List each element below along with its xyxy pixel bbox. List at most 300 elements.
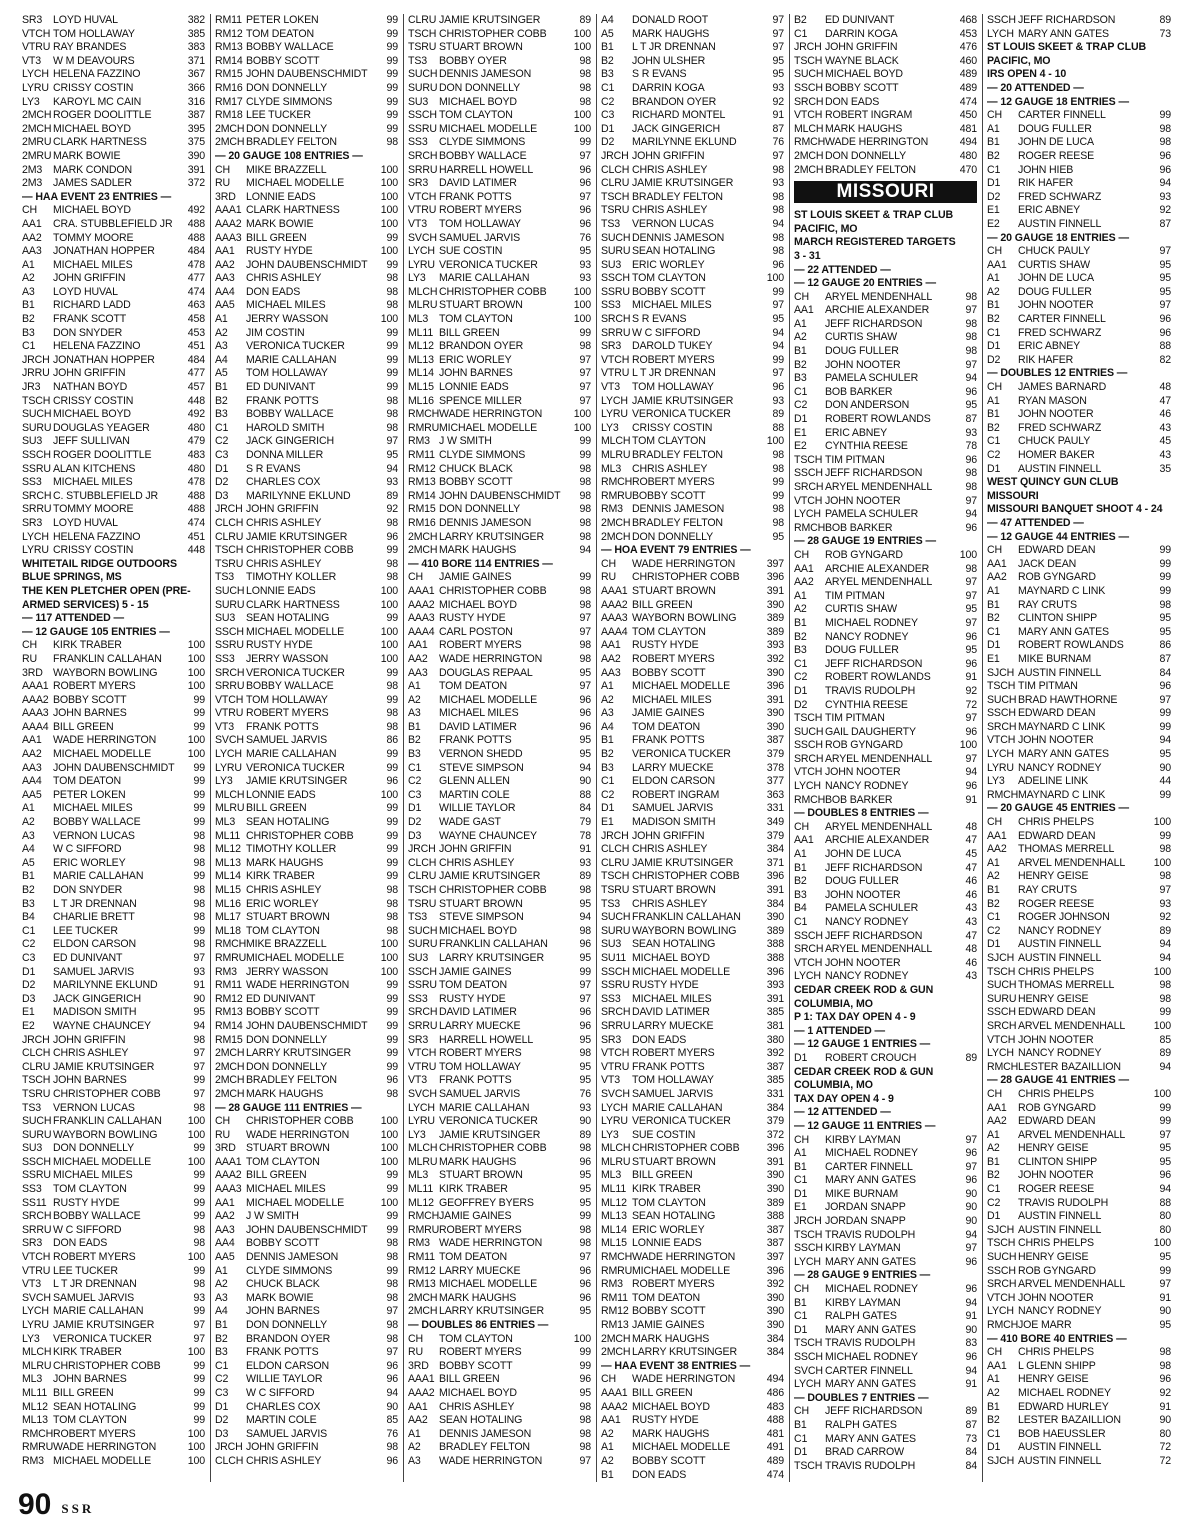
result-row — [601, 150, 784, 164]
award-class: LYRU — [215, 761, 242, 774]
shooter-name: SAMUEL JARVIS — [53, 1291, 135, 1304]
score: 391 — [766, 1155, 784, 1168]
score: 98 — [386, 571, 398, 584]
award-class: CLRU — [408, 870, 437, 883]
shooter-name: ERIC WORLEY — [246, 897, 319, 910]
result-row — [22, 517, 205, 531]
result-row — [408, 272, 591, 286]
award-class: SSCH — [601, 272, 630, 285]
score: 99 — [193, 1400, 205, 1413]
award-class: RM18 — [215, 109, 243, 122]
result-row — [601, 1428, 784, 1442]
score: 96 — [965, 1147, 977, 1160]
result-row — [408, 218, 591, 232]
score: 48 — [965, 820, 977, 833]
score: 392 — [766, 652, 784, 665]
score: 96 — [965, 657, 977, 670]
award-class: CH — [987, 816, 1003, 829]
score: 480 — [959, 149, 977, 162]
shooter-name: TOM CLAYTON — [246, 1155, 320, 1168]
score: 97 — [579, 625, 591, 638]
club-heading: TAX DAY OPEN 4 - 9 — [794, 1092, 894, 1105]
score: 99 — [193, 1183, 205, 1196]
award-class: A3 — [22, 285, 35, 298]
shooter-name: BRADLEY FELTON — [632, 190, 723, 203]
result-row — [601, 1210, 784, 1224]
award-class: A4 — [601, 720, 614, 733]
award-class: ML12 — [601, 1196, 627, 1209]
score: 100 — [380, 1142, 398, 1155]
shooter-name: JEFF RICHARDSON — [1018, 14, 1116, 26]
result-row — [215, 1278, 398, 1292]
shooter-name: TOM CLAYTON — [632, 435, 706, 448]
result-row — [601, 1224, 784, 1238]
score: 98 — [386, 924, 398, 937]
award-class: B2 — [987, 313, 1000, 326]
result-row — [987, 381, 1171, 395]
score: 89 — [579, 14, 591, 26]
result-row — [987, 1428, 1171, 1442]
result-row — [794, 1351, 977, 1365]
award-class: SURU — [601, 924, 631, 937]
score: 95 — [1159, 1251, 1171, 1264]
score: 97 — [386, 1305, 398, 1318]
award-class: A3 — [215, 340, 228, 353]
score: 98 — [965, 481, 977, 493]
award-class: CLCH — [215, 516, 244, 529]
result-row — [408, 966, 591, 980]
result-row — [987, 585, 1171, 599]
shooter-name: LONNIE EADS — [439, 381, 509, 394]
shooter-name: DENNIS JAMESON — [632, 231, 725, 244]
result-row — [408, 694, 591, 708]
award-class: AA1 — [601, 639, 621, 652]
event-heading: — 410 BORE 40 ENTRIES — — [987, 1332, 1127, 1345]
award-class: VTCH — [987, 734, 1016, 747]
score: 98 — [965, 467, 977, 480]
award-class: A1 — [408, 1427, 421, 1440]
shooter-name: WAYBORN BOWLING — [53, 1128, 158, 1141]
score: 97 — [579, 353, 591, 366]
shooter-name: WADE HERRINGTON — [439, 1237, 543, 1250]
score: 84 — [579, 802, 591, 815]
result-row — [408, 911, 591, 925]
score: 96 — [386, 1373, 398, 1386]
score: 45 — [1159, 435, 1171, 448]
shooter-name: JOHN GRIFFIN — [632, 149, 705, 162]
result-row — [215, 544, 398, 558]
score: 98 — [386, 1237, 398, 1250]
award-class: AA3 — [408, 666, 428, 679]
score: 99 — [386, 856, 398, 869]
shooter-name: HAROLD SMITH — [246, 421, 325, 434]
shooter-name: DON DONNELLY — [439, 503, 521, 516]
shooter-name: S R EVANS — [632, 313, 687, 326]
award-class: A2 — [794, 331, 807, 344]
result-row — [408, 762, 591, 776]
score: 94 — [965, 1364, 977, 1377]
result-row — [601, 639, 784, 653]
award-class: RU — [215, 1128, 231, 1141]
shooter-name: LONNIE EADS — [246, 190, 316, 203]
event-heading: — 20 GAUGE 45 ENTRIES — — [987, 802, 1129, 815]
award-class: VT3 — [22, 1278, 41, 1291]
award-class: AAA3 — [601, 612, 628, 625]
result-row — [215, 422, 398, 436]
shooter-name: JOHN GRIFFIN — [53, 1033, 126, 1046]
result-row — [987, 1265, 1171, 1279]
award-class: VTRU — [408, 204, 437, 217]
award-class: E2 — [794, 440, 807, 453]
award-class: B2 — [987, 421, 1000, 434]
score: 99 — [193, 761, 205, 774]
award-class: E1 — [794, 1201, 807, 1214]
score: 100 — [187, 748, 205, 761]
result-row — [794, 318, 977, 332]
shooter-name: ALAN KITCHENS — [53, 462, 136, 475]
score: 390 — [766, 707, 784, 720]
score: 99 — [193, 1074, 205, 1087]
result-row — [794, 753, 977, 767]
result-row — [408, 1061, 591, 1075]
award-class: D1 — [215, 1400, 229, 1413]
score: 100 — [1153, 1237, 1171, 1250]
score: 378 — [766, 761, 784, 774]
award-class: AA2 — [215, 258, 235, 271]
result-row — [794, 834, 977, 848]
shooter-name: HELENA FAZZINO — [53, 68, 141, 81]
award-class: RMCH — [987, 788, 1018, 801]
award-class: LYCH — [601, 1101, 628, 1114]
shooter-name: MICHAEL MILES — [53, 1169, 133, 1182]
result-row — [408, 1142, 591, 1156]
award-class: SSCH — [794, 929, 823, 942]
score: 99 — [386, 816, 398, 829]
result-row — [408, 177, 591, 191]
score: 90 — [1159, 1305, 1171, 1318]
award-class: C2 — [987, 449, 1001, 461]
score: 100 — [1153, 856, 1171, 869]
score: 94 — [965, 372, 977, 385]
score: 99 — [386, 381, 398, 394]
shooter-name: DOUG FULLER — [825, 345, 899, 358]
result-row — [22, 1020, 205, 1034]
award-class: VTCH — [794, 109, 823, 122]
shooter-name: AUSTIN FINNELL — [1018, 217, 1102, 230]
event-heading: — DOUBLES 12 ENTRIES — — [987, 367, 1128, 380]
result-row — [22, 272, 205, 286]
award-class: TS3 — [408, 911, 427, 924]
award-class: AA1 — [22, 217, 42, 230]
event-heading: — 28 GAUGE 9 ENTRIES — — [794, 1269, 931, 1282]
shooter-name: BOBBY SCOTT — [246, 54, 320, 67]
result-row — [22, 979, 205, 993]
event-heading: — 410 BORE 114 ENTRIES — — [408, 557, 553, 570]
score: 99 — [579, 435, 591, 448]
score: 76 — [386, 1427, 398, 1440]
award-class: 2MCH — [794, 149, 824, 162]
result-row — [408, 1455, 591, 1469]
result-row — [601, 299, 784, 313]
award-class: C1 — [794, 1432, 808, 1445]
shooter-name: PETER LOKEN — [246, 14, 319, 26]
result-row — [408, 843, 591, 857]
award-class: RMRU — [408, 1223, 439, 1236]
score: 43 — [1159, 449, 1171, 461]
result-row — [408, 517, 591, 531]
shooter-name: CRISSY COSTIN — [53, 394, 134, 407]
result-row — [794, 304, 977, 318]
shooter-name: EDWARD DEAN — [1018, 544, 1096, 557]
shooter-name: CHUCK BLACK — [439, 462, 513, 475]
award-class: SSCH — [794, 739, 823, 752]
shooter-name: JAMIE KRUTSINGER — [439, 870, 541, 883]
award-class: AAA3 — [215, 231, 242, 244]
result-row — [408, 775, 591, 789]
shooter-name: JOE MARR — [1018, 1319, 1072, 1331]
score: 87 — [965, 413, 977, 426]
award-class: LYCH — [794, 1378, 821, 1391]
award-class: B2 — [22, 313, 35, 326]
club-heading: WEST QUINCY GUN CLUB — [987, 476, 1119, 489]
shooter-name: RUSTY HYDE — [632, 979, 699, 992]
result-row — [794, 902, 977, 916]
event-heading: — 22 ATTENDED — — [794, 263, 891, 276]
result-row — [215, 667, 398, 681]
score: 99 — [1159, 584, 1171, 597]
score: 73 — [965, 1432, 977, 1445]
shooter-name: DON DONNELLY — [246, 1060, 328, 1073]
result-row — [794, 82, 977, 96]
score: 97 — [1159, 1128, 1171, 1141]
award-class: LY3 — [22, 1332, 40, 1345]
award-class: AAA1 — [408, 584, 435, 597]
shooter-name: WADE HERRINGTON — [439, 1454, 543, 1467]
result-row — [987, 1387, 1171, 1401]
award-class: B3 — [215, 408, 228, 421]
result-row — [22, 1224, 205, 1238]
score: 92 — [965, 684, 977, 697]
result-row — [408, 748, 591, 762]
score: 98 — [386, 421, 398, 434]
score: 384 — [766, 1346, 784, 1359]
shooter-name: BOBBY WALLACE — [246, 41, 334, 54]
shooter-name: TOM CLAYTON — [53, 1414, 127, 1427]
result-row — [215, 816, 398, 830]
shooter-name: LESTER BAZAILLION — [1018, 1060, 1121, 1073]
award-class: RM12 — [215, 27, 243, 40]
result-row — [22, 1006, 205, 1020]
award-class: TSRU — [408, 897, 437, 910]
result-row — [987, 109, 1171, 123]
result-row — [408, 1210, 591, 1224]
award-class: A2 — [22, 816, 35, 829]
result-row — [601, 218, 784, 232]
shooter-name: BRADLEY FELTON — [632, 449, 723, 461]
score: 98 — [1159, 136, 1171, 149]
award-class: SRRU — [22, 503, 52, 516]
award-class: SRCH — [987, 720, 1017, 733]
award-class: 2MRU — [22, 136, 52, 149]
shooter-name: LESTER BAZAILLION — [1018, 1414, 1121, 1427]
score: 99 — [1159, 1264, 1171, 1277]
score: 90 — [579, 775, 591, 788]
shooter-name: JIM COSTIN — [246, 326, 305, 339]
result-row — [22, 762, 205, 776]
result-row — [215, 1292, 398, 1306]
result-row — [215, 599, 398, 613]
result-row — [408, 55, 591, 69]
shooter-name: WAYBORN BOWLING — [632, 612, 737, 625]
score: 98 — [772, 204, 784, 217]
result-row — [987, 993, 1171, 1007]
award-class: CH — [987, 1087, 1003, 1100]
award-class: TS3 — [408, 54, 427, 67]
result-row — [22, 1047, 205, 1061]
award-class: ML13 — [408, 353, 434, 366]
shooter-name: JAMIE KRUTSINGER — [246, 775, 348, 788]
score: 100 — [573, 421, 591, 434]
shooter-name: WADE HERRINGTON — [632, 1251, 736, 1264]
award-class: B1 — [794, 1296, 807, 1309]
score: 486 — [766, 1386, 784, 1399]
score: 98 — [193, 911, 205, 924]
shooter-name: CURTIS SHAW — [1018, 258, 1090, 271]
shooter-name: BOBBY SCOTT — [632, 1305, 706, 1318]
result-row — [601, 1183, 784, 1197]
award-class: LYCH — [794, 508, 821, 521]
shooter-name: SEAN HOTALING — [632, 1210, 716, 1223]
score: 100 — [187, 1346, 205, 1359]
award-class: ML18 — [215, 924, 241, 937]
event-heading: — 12 ATTENDED — — [794, 1106, 891, 1119]
award-class: D1 — [601, 802, 615, 815]
award-class: 2MCH — [215, 1060, 245, 1073]
result-row — [22, 898, 205, 912]
score: 90 — [579, 1115, 591, 1128]
shooter-name: MICHAEL MODELLE — [53, 1454, 152, 1467]
result-row — [215, 1197, 398, 1211]
shooter-name: BILL GREEN — [53, 720, 114, 733]
score: 99 — [386, 748, 398, 761]
award-class: C1 — [408, 761, 422, 774]
shooter-name: FRED SCHWARZ — [1018, 190, 1102, 203]
shooter-name: BILL GREEN — [439, 1373, 500, 1386]
score: 393 — [766, 639, 784, 652]
shooter-name: AUSTIN FINNELL — [1018, 951, 1102, 964]
shooter-name: TOM DEATON — [439, 1251, 507, 1264]
award-class: SUCH — [601, 231, 631, 244]
award-class: CH — [987, 1346, 1003, 1359]
result-row — [794, 671, 977, 685]
shooter-name: RUSTY HYDE — [246, 245, 313, 258]
result-row — [601, 1251, 784, 1265]
shooter-name: STUART BROWN — [632, 1155, 716, 1168]
score: 98 — [1159, 598, 1171, 611]
award-class: SURU — [987, 992, 1017, 1005]
award-class: LYCH — [987, 748, 1014, 761]
score: 100 — [380, 190, 398, 203]
result-row — [215, 1373, 398, 1387]
result-row — [601, 1142, 784, 1156]
award-class: SSRU — [601, 979, 630, 992]
score: 474 — [187, 516, 205, 529]
award-class: ML14 — [215, 870, 241, 883]
award-class: VTRU — [601, 367, 630, 380]
result-row — [22, 41, 205, 55]
result-row — [22, 1115, 205, 1129]
award-class: AA1 — [987, 1101, 1007, 1114]
shooter-name: VERONICA TUCKER — [632, 748, 731, 761]
score: 95 — [579, 748, 591, 761]
result-row — [22, 490, 205, 504]
award-class: LYRU — [22, 1319, 49, 1331]
award-class: A3 — [22, 829, 35, 842]
award-class: C2 — [794, 399, 808, 412]
score: 316 — [187, 95, 205, 108]
award-class: TSCH — [987, 1237, 1016, 1250]
score: 97 — [193, 1047, 205, 1060]
shooter-name: CURTIS SHAW — [825, 603, 897, 616]
score: 479 — [187, 435, 205, 448]
shooter-name: MARK HAUGHS — [246, 856, 324, 869]
shooter-name: DENNIS JAMESON — [439, 68, 532, 81]
shooter-name: TOM DEATON — [246, 27, 314, 40]
result-row — [22, 1387, 205, 1401]
score: 93 — [579, 856, 591, 869]
shooter-name: ROBERT ROWLANDS — [825, 671, 931, 684]
score: 99 — [1159, 1006, 1171, 1019]
result-row — [22, 1333, 205, 1347]
result-row — [601, 204, 784, 218]
award-class: A1 — [987, 856, 1000, 869]
award-class: E2 — [987, 217, 1000, 230]
award-class: RM3 — [215, 965, 237, 978]
award-class: SS3 — [408, 992, 428, 1005]
score: 95 — [1159, 1155, 1171, 1168]
award-class: RMRU — [601, 1264, 632, 1277]
award-class: B2 — [794, 875, 807, 888]
result-row — [987, 694, 1171, 708]
shooter-name: MAYNARD C LINK — [1018, 720, 1106, 733]
score: 381 — [766, 1019, 784, 1032]
score: 96 — [965, 453, 977, 466]
shooter-name: RUSTY HYDE — [632, 1414, 699, 1427]
award-class: AA1 — [215, 245, 235, 258]
score: 457 — [187, 381, 205, 394]
result-row — [794, 590, 977, 604]
award-class: RM3 — [601, 503, 623, 516]
score: 95 — [579, 734, 591, 747]
award-class: AAA2 — [601, 1400, 628, 1413]
score: 97 — [772, 367, 784, 380]
score: 388 — [766, 951, 784, 964]
score: 481 — [959, 122, 977, 135]
score: 94 — [386, 1386, 398, 1399]
score: 99 — [193, 1169, 205, 1182]
shooter-name: JOHN BARNES — [439, 367, 513, 380]
award-class: B2 — [987, 612, 1000, 625]
result-row — [408, 1129, 591, 1143]
shooter-name: BOBBY SCOTT — [825, 81, 899, 94]
shooter-name: VERONICA TUCKER — [53, 1332, 152, 1345]
award-class: ML12 — [408, 1196, 434, 1209]
result-row — [215, 1047, 398, 1061]
shooter-name: CHRIS ASHLEY — [439, 1400, 515, 1413]
shooter-name: JOHN DAUBENSCHMIDT — [246, 258, 368, 271]
result-row — [22, 1265, 205, 1279]
score: 100 — [187, 639, 205, 652]
